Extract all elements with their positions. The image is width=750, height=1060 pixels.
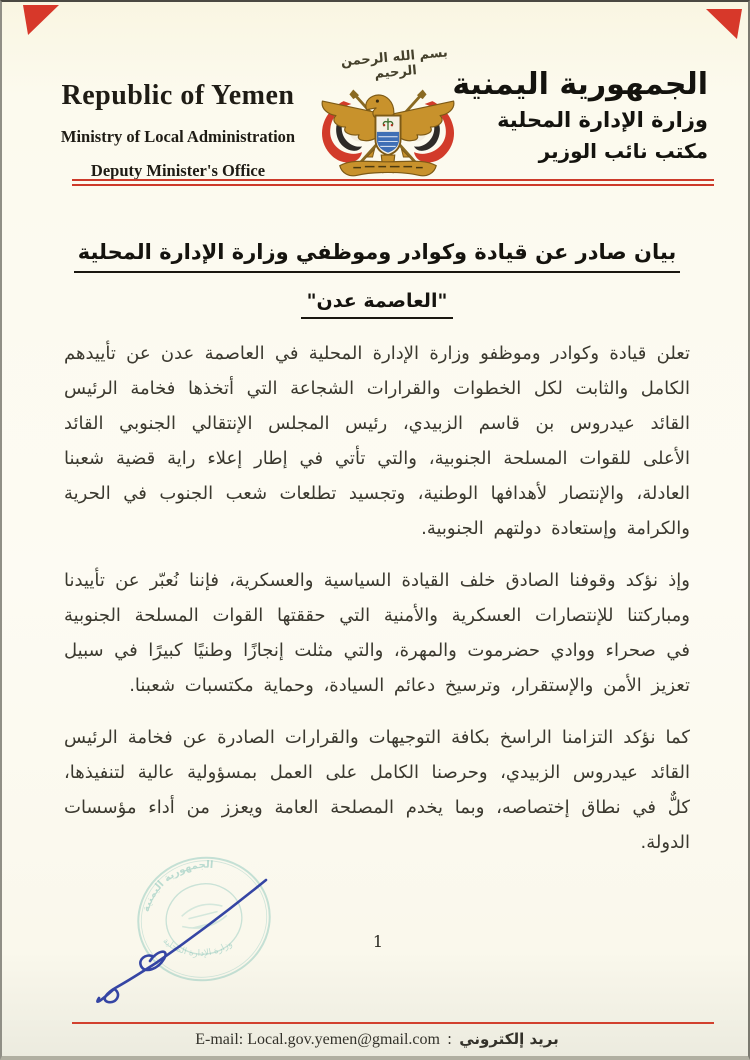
paragraph-2: وإذ نؤكد وقوفنا الصادق خلف القيادة السياسية والعسكرية، فإننا نُعبّر عن تأييدنا ومباركتنا للإنتصارات العسكرية والأمنية التي حققتها القوات المسلحة الجنوبية في صحراء ووادي حضرموت والمهرة، والتي مثلت إنجازًا وطنيًا كبيرًا في سبيل تعزيز الأمن والإستقرار، وترسيخ دعائم السيادة، وحماية مكتسبات شعبنا. <box>64 570 690 696</box>
statement-subtitle: "العاصمة عدن" <box>301 290 454 319</box>
statement-title: بيان صادر عن قيادة وكوادر وموظفي وزارة الإدارة المحلية <box>74 240 681 273</box>
signature-scribble <box>80 868 280 1012</box>
ministry-name-en: Ministry of Local Administration <box>60 127 296 146</box>
office-name-ar: مكتب نائب الوزير <box>538 139 708 163</box>
letterhead-arabic-block <box>452 68 708 163</box>
footer-contact-line <box>2 1029 750 1049</box>
bismillah-calligraphy: بسم الله الرحمن الرحيم <box>340 45 449 82</box>
letterhead-english-block <box>2 80 354 181</box>
paragraph-3: كما نؤكد التزامنا الراسخ بكافة التوجيهات والقرارات الصادرة عن فخامة الرئيس القائد عيدروس الزبيدي، وحرصنا الكامل على العمل بمسؤولية عالية لتنفيذها، كلٌّ في نطاق إختصاصه، وبما يخدم المصلحة العامة ويعزز من أداء مؤسسات الدولة. <box>64 727 690 853</box>
ministry-name-ar: وزارة الإدارة المحلية <box>497 108 708 132</box>
statement-body <box>64 336 690 877</box>
statement-subtitle-row <box>2 290 750 319</box>
footer-email-label-ar: بريد إلكتروني <box>459 1030 559 1048</box>
statement-title-row <box>2 240 750 273</box>
country-name-ar-calligraphy: الجمهورية اليمنية <box>452 67 708 102</box>
paragraph-1: تعلن قيادة وكوادر وموظفو وزارة الإدارة المحلية في العاصمة عدن عن تأييدهم الكامل والثابت لكل الخطوات والقرارات الشجاعة التي أتخذها فخامة الرئيس القائد عيدروس بن قاسم الزبيدي، رئيس المجلس الإنتقالي الجنوبي القائد الأعلى للقوات المسلحة الجنوبية، والتي تأتي في إطار إعلاء راية قضية شعبنا العادلة، والإنتصار لأهدافها الوطنية، وتجسيد تطلعات شعب الجنوب في الحرية والكرامة وإستعادة دولتهم الجنوبية. <box>64 343 690 539</box>
red-corner-mark-right <box>706 9 742 39</box>
footer-email: E-mail: Local.gov.yemen@gmail.com <box>195 1031 440 1048</box>
header-double-rule <box>72 179 714 186</box>
stamp-ring-text-bottom: وزارة الإدارة المحلية <box>160 936 235 959</box>
stamp-ring-text-top: الجمهورية اليمنية <box>140 859 214 914</box>
office-name-en: Deputy Minister's Office <box>90 161 266 180</box>
footer-rule <box>72 1022 714 1024</box>
yemen-coat-of-arms-icon <box>308 76 468 188</box>
page-number: 1 <box>372 932 384 951</box>
country-name-en: Republic of Yemen <box>61 80 295 111</box>
footer-separator: : <box>447 1030 453 1048</box>
red-corner-mark-left <box>23 5 59 35</box>
